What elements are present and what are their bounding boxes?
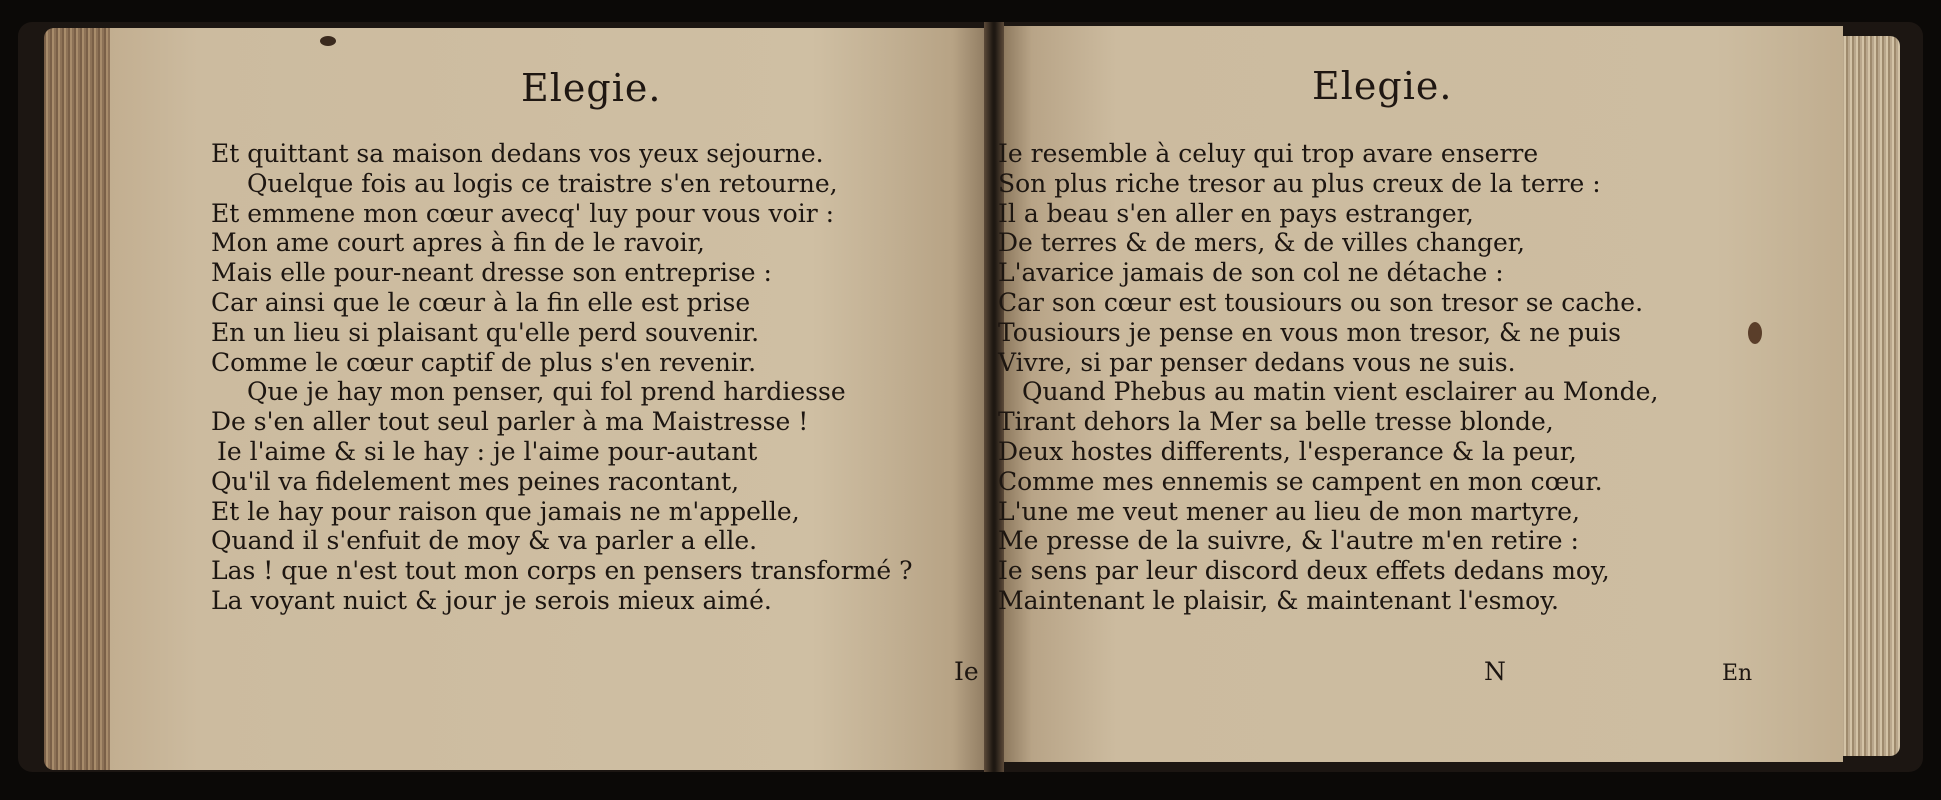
text-line: Car son cœur est tousiours ou son tresor se cache. bbox=[998, 287, 1644, 317]
left-page-text bbox=[211, 139, 913, 616]
text-line: Comme mes ennemis se campent en mon cœur. bbox=[998, 466, 1603, 496]
text-line: De terres & de mers, & de villes changer, bbox=[998, 228, 1525, 258]
right-page-text bbox=[998, 139, 1658, 616]
text-line: Me presse de la suivre, & l'autre m'en retire : bbox=[998, 526, 1579, 556]
text-line: Que je hay mon penser, qui fol prend hardiesse bbox=[247, 377, 846, 407]
text-line: Son plus riche tresor au plus creux de la terre : bbox=[998, 168, 1601, 198]
signature-mark: N bbox=[1484, 657, 1506, 686]
text-line: Mais elle pour-neant dresse son entreprise : bbox=[211, 258, 772, 288]
text-line: Et le hay pour raison que jamais ne m'appelle, bbox=[211, 496, 800, 526]
text-line: L'avarice jamais de son col ne détache : bbox=[998, 258, 1504, 288]
left-page-edges bbox=[44, 28, 116, 770]
text-line: La voyant nuict & jour je serois mieux aimé. bbox=[211, 585, 772, 615]
right-page-edges bbox=[1836, 36, 1900, 756]
text-line: Quand Phebus au matin vient esclairer au Monde, bbox=[1022, 377, 1659, 407]
right-page-heading: Elegie. bbox=[1312, 64, 1453, 108]
text-line: Maintenant le plaisir, & maintenant l'esmoy. bbox=[998, 585, 1559, 615]
text-line: Car ainsi que le cœur à la fin elle est prise bbox=[211, 287, 751, 317]
text-line: Et emmene mon cœur avecq' luy pour vous voir : bbox=[211, 198, 835, 228]
text-line: Ie resemble à celuy qui trop avare enserre bbox=[998, 139, 1539, 168]
text-line: Comme le cœur captif de plus s'en revenir. bbox=[211, 347, 757, 377]
text-line: De s'en aller tout seul parler à ma Maistresse ! bbox=[211, 407, 809, 437]
text-line: Quelque fois au logis ce traistre s'en retourne, bbox=[247, 168, 838, 198]
text-line: Et quittant sa maison dedans vos yeux sejourne. bbox=[211, 139, 824, 168]
text-line: Qu'il va fidelement mes peines racontant, bbox=[211, 466, 740, 496]
text-line: Deux hostes differents, l'esperance & la peur, bbox=[998, 436, 1577, 466]
text-line: Quand il s'enfuit de moy & va parler a elle. bbox=[211, 526, 758, 556]
text-line: En un lieu si plaisant qu'elle perd souvenir. bbox=[211, 317, 760, 347]
text-line: Tirant dehors la Mer sa belle tresse blonde, bbox=[998, 407, 1554, 437]
text-line: Il a beau s'en aller en pays estranger, bbox=[998, 198, 1474, 228]
ink-stain bbox=[1748, 322, 1762, 344]
text-line: L'une me veut mener au lieu de mon martyre, bbox=[998, 496, 1580, 526]
left-page-heading: Elegie. bbox=[521, 66, 662, 110]
right-catchword: En bbox=[1722, 661, 1753, 686]
ink-spot bbox=[320, 36, 336, 46]
text-line: Las ! que n'est tout mon corps en pensers transformé ? bbox=[211, 556, 913, 586]
text-line: Vivre, si par penser dedans vous ne suis. bbox=[998, 347, 1516, 377]
text-line: Tousiours je pense en vous mon tresor, & ne puis bbox=[998, 317, 1621, 347]
left-catchword: Ie bbox=[954, 657, 979, 686]
text-line: Ie sens par leur discord deux effets dedans moy, bbox=[998, 556, 1610, 586]
text-line: Mon ame court apres à fin de le ravoir, bbox=[211, 228, 705, 258]
text-line: Ie l'aime & si le hay : je l'aime pour-autant bbox=[217, 436, 758, 466]
